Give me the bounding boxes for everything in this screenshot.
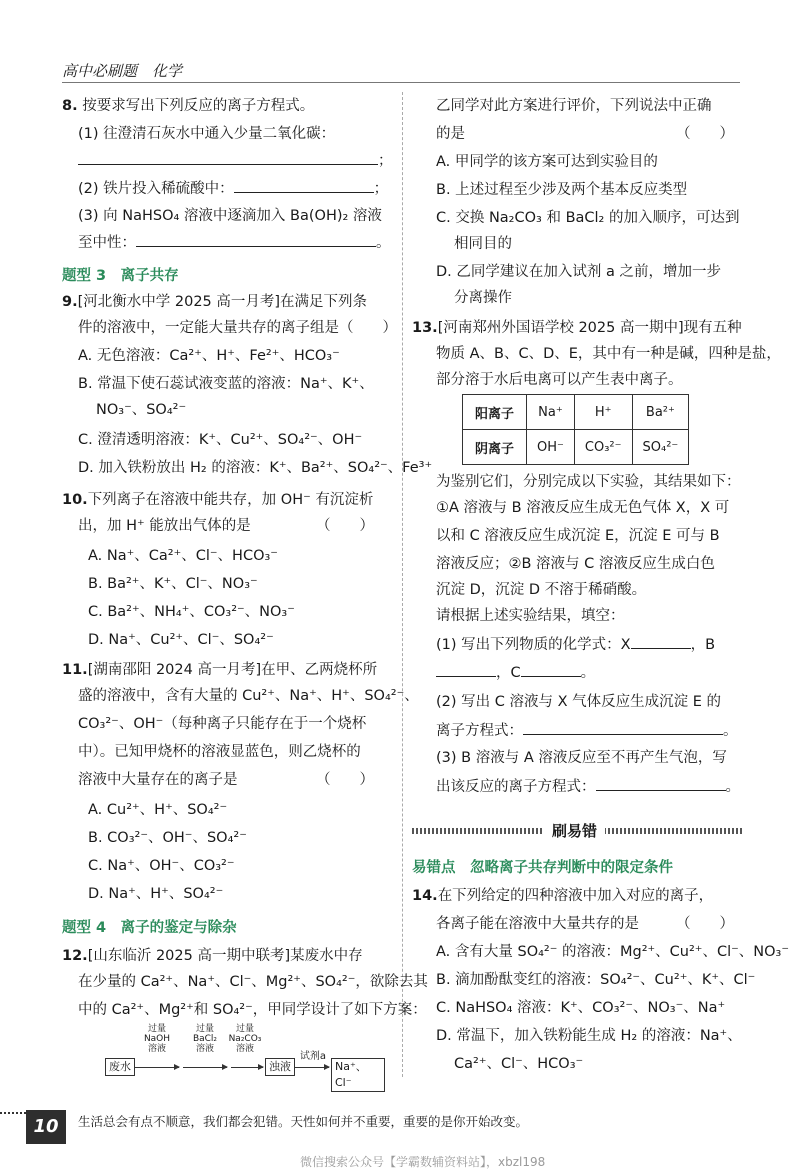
question-8-blank-3[interactable]: [136, 232, 376, 247]
header-rule: [62, 82, 740, 83]
answer-blank-eq-2[interactable]: [596, 776, 726, 791]
flow-arrow-3: [231, 1067, 263, 1068]
question-12-option-c[interactable]: C. 交换 Na₂CO₃ 和 BaCl₂ 的加入顺序，可达到: [436, 210, 740, 226]
question-14-option-c[interactable]: C. NaHSO₄ 溶液：K⁺、CO₃²⁻、NO₃⁻、Na⁺: [436, 1000, 726, 1016]
pitfall-title: 易错点 忽略离子共存判断中的限定条件: [412, 860, 673, 876]
question-12-eval-line-1: 乙同学对此方案进行评价，下列说法中正确: [436, 98, 712, 114]
question-13-sub-3: (3) B 溶液与 A 溶液反应至不再产生气泡，写: [436, 750, 727, 766]
flow-end-box: Na⁺、Cl⁻: [331, 1058, 385, 1092]
question-12-line-1: 12.[山东临沂 2025 高一期中联考]某废水中存: [62, 948, 363, 964]
question-13-line-8: 沉淀 D，沉淀 D 不溶于稀硝酸。: [436, 582, 647, 598]
section-banner: [412, 822, 742, 840]
cation-cell: H⁺: [574, 395, 632, 430]
question-11-answer-paren[interactable]: （ ）: [316, 772, 374, 788]
question-13-sub-1-cont: ，C 。: [436, 662, 595, 683]
question-11-option-c[interactable]: C. Na⁺、OH⁻、CO₃²⁻: [88, 858, 235, 874]
question-10-option-b[interactable]: B. Ba²⁺、K⁺、Cl⁻、NO₃⁻: [88, 576, 258, 592]
question-13-line-7: 溶液反应；②B 溶液与 C 溶液反应生成白色: [436, 556, 715, 572]
question-8-blank-2[interactable]: [234, 178, 374, 193]
question-11-option-d[interactable]: D. Na⁺、H⁺、SO₄²⁻: [88, 886, 224, 902]
question-11-line-5: 溶液中大量存在的离子是: [78, 772, 238, 788]
footer-motto: 生活总会有点不顺意，我们都会犯错。天性如何并不重要，重要的是你开始改变。: [78, 1114, 529, 1129]
question-12-line-2: 在少量的 Ca²⁺、Na⁺、Cl⁻、Mg²⁺、SO₄²⁻，欲除去其: [78, 974, 428, 990]
question-10-line-1: 10.下列离子在溶液中能共存，加 OH⁻ 有沉淀析: [62, 492, 374, 508]
question-13-line-2: 物质 A、B、C、D、E，其中有一种是碱，四种是盐，: [436, 346, 781, 362]
question-13-sub-2: (2) 写出 C 溶液与 X 气体反应生成沉淀 E 的: [436, 694, 722, 710]
answer-blank-x[interactable]: [631, 634, 691, 649]
section-3-title: 题型 3 离子共存: [62, 268, 179, 284]
question-9-option-c[interactable]: C. 澄清透明溶液：K⁺、Cu²⁺、SO₄²⁻、OH⁻: [78, 432, 363, 448]
question-14-line-1: 14.在下列给定的四种溶液中加入对应的离子，: [412, 888, 714, 904]
question-11-line-3: CO₃²⁻、OH⁻（每种离子只能存在于一个烧杯: [78, 716, 367, 732]
question-12-option-c-cont: 相同目的: [454, 236, 512, 252]
question-9-option-d[interactable]: D. 加入铁粉放出 H₂ 的溶液：K⁺、Ba²⁺、SO₄²⁻、Fe³⁺: [78, 460, 433, 476]
answer-blank-b[interactable]: [436, 662, 496, 677]
question-8-part-3: (3) 向 NaHSO₄ 溶液中逐滴加入 Ba(OH)₂ 溶液: [78, 208, 382, 224]
flow-start-box: 废水: [105, 1058, 135, 1076]
flow-mid-box: 浊液: [265, 1058, 295, 1076]
question-12-option-d[interactable]: D. 乙同学建议在加入试剂 a 之前，增加一步: [436, 264, 721, 280]
flow-reagent-3: 过量 Na₂CO₃ 溶液: [228, 1024, 262, 1054]
question-11-option-a[interactable]: A. Cu²⁺、H⁺、SO₄²⁻: [88, 802, 228, 818]
question-13-line-4: 为鉴别它们，分别完成以下实验，其结果如下：: [436, 474, 741, 490]
flow-reagent-4: 试剂a: [299, 1051, 327, 1062]
ion-table: [462, 394, 689, 465]
question-11-line-4: 中）。已知甲烧杯的溶液显蓝色，则乙烧杯的: [78, 744, 361, 760]
question-12-line-3: 中的 Ca²⁺、Mg²⁺和 SO₄²⁻，甲同学设计了如下方案：: [78, 1002, 427, 1018]
question-10-option-a[interactable]: A. Na⁺、Ca²⁺、Cl⁻、HCO₃⁻: [88, 548, 278, 564]
question-9-option-b-cont: NO₃⁻、SO₄²⁻: [96, 402, 187, 418]
ion-table-row-cations: [463, 395, 689, 430]
anion-cell: CO₃²⁻: [574, 430, 632, 465]
flow-reagent-2: 过量 BaCl₂ 溶液: [192, 1024, 218, 1054]
question-10-option-c[interactable]: C. Ba²⁺、NH₄⁺、CO₃²⁻、NO₃⁻: [88, 604, 295, 620]
anion-header: 阴离子: [463, 430, 527, 465]
ion-table-row-anions: [463, 430, 689, 465]
flow-arrow-1: [135, 1067, 179, 1068]
cation-header: 阳离子: [463, 395, 527, 430]
cation-cell: Na⁺: [527, 395, 575, 430]
question-13-line-1: 13.[河南郑州外国语学校 2025 高一期中]现有五种: [412, 320, 742, 336]
question-8-part-3-cont: 至中性： 。: [78, 232, 391, 253]
question-14-line-2: 各离子能在溶液中大量共存的是: [436, 916, 639, 932]
question-13-sub-3-cont: 出该反应的离子方程式： 。: [436, 776, 740, 797]
question-13-sub-2-cont: 离子方程式： 。: [436, 720, 738, 741]
page-header: 高中必刷题 化学: [62, 62, 183, 80]
question-9-option-a[interactable]: A. 无色溶液：Ca²⁺、H⁺、Fe²⁺、HCO₃⁻: [78, 348, 340, 364]
question-12-answer-paren[interactable]: （ ）: [676, 126, 734, 142]
question-8-blank-1[interactable]: ；: [78, 150, 393, 171]
question-11-option-b[interactable]: B. CO₃²⁻、OH⁻、SO₄²⁻: [88, 830, 247, 846]
anion-cell: SO₄²⁻: [632, 430, 689, 465]
question-13-line-3: 部分溶于水后电离可以产生表中离子。: [436, 372, 683, 388]
question-14-option-a[interactable]: A. 含有大量 SO₄²⁻ 的溶液：Mg²⁺、Cu²⁺、Cl⁻、NO₃⁻: [436, 944, 789, 960]
answer-blank-eq-1[interactable]: [523, 720, 723, 735]
question-13-line-5: ①A 溶液与 B 溶液反应生成无色气体 X，X 可: [436, 500, 730, 516]
process-flow-diagram: [105, 1024, 385, 1089]
question-14-option-b[interactable]: B. 滴加酚酞变红的溶液：SO₄²⁻、Cu²⁺、K⁺、Cl⁻: [436, 972, 756, 988]
question-9-option-b[interactable]: B. 常温下使石蕊试液变蓝的溶液：Na⁺、K⁺、: [78, 376, 374, 392]
question-14-option-d-cont: Ca²⁺、Cl⁻、HCO₃⁻: [454, 1056, 584, 1072]
flow-reagent-1: 过量 NaOH 溶液: [143, 1024, 171, 1054]
question-9-line-1: 9.[河北衡水中学 2025 高一月考]在满足下列条: [62, 294, 368, 310]
answer-blank-c[interactable]: [521, 662, 581, 677]
anion-cell: OH⁻: [527, 430, 575, 465]
question-13-line-6: 以和 C 溶液反应生成沉淀 E，沉淀 E 可与 B: [436, 528, 720, 544]
question-12-option-d-cont: 分离操作: [454, 290, 512, 306]
banner-label: 刷易错: [544, 820, 605, 841]
question-12-eval-line-2: 的是: [436, 126, 465, 142]
column-divider: [402, 92, 403, 1077]
question-13-line-9: 请根据上述实验结果，填空：: [436, 608, 625, 624]
question-12-option-b[interactable]: B. 上述过程至少涉及两个基本反应类型: [436, 182, 688, 198]
question-14-answer-paren[interactable]: （ ）: [676, 916, 734, 932]
question-11-line-1: 11.[湖南邵阳 2024 高一月考]在甲、乙两烧杯所: [62, 662, 378, 678]
page-number: 10: [26, 1110, 66, 1144]
question-8-part-2: (2) 铁片投入稀硫酸中： ；: [78, 178, 388, 199]
question-8-part-1: (1) 往澄清石灰水中通入少量二氧化碳：: [78, 126, 336, 142]
question-9-line-2: 件的溶液中，一定能大量共存的离子组是（ ）: [78, 320, 397, 336]
cation-cell: Ba²⁺: [632, 395, 689, 430]
question-11-line-2: 盛的溶液中，含有大量的 Cu²⁺、Na⁺、H⁺、SO₄²⁻、: [78, 688, 419, 704]
question-14-option-d[interactable]: D. 常温下，加入铁粉能生成 H₂ 的溶液：Na⁺、: [436, 1028, 742, 1044]
question-10-line-2: 出，加 H⁺ 能放出气体的是: [78, 518, 251, 534]
question-13-sub-1: (1) 写出下列物质的化学式：X ，B: [436, 634, 715, 655]
question-10-answer-paren[interactable]: （ ）: [316, 518, 374, 534]
question-8-stem: 8. 按要求写出下列反应的离子方程式。: [62, 98, 315, 114]
footer-watermark: 微信搜索公众号【学霸数辅资料站】，xbzl198: [300, 1155, 546, 1169]
flow-arrow-4: [295, 1067, 329, 1068]
question-10-option-d[interactable]: D. Na⁺、Cu²⁺、Cl⁻、SO₄²⁻: [88, 632, 274, 648]
flow-arrow-2: [183, 1067, 227, 1068]
question-12-option-a[interactable]: A. 甲同学的该方案可达到实验目的: [436, 154, 658, 170]
section-4-title: 题型 4 离子的鉴定与除杂: [62, 920, 237, 936]
